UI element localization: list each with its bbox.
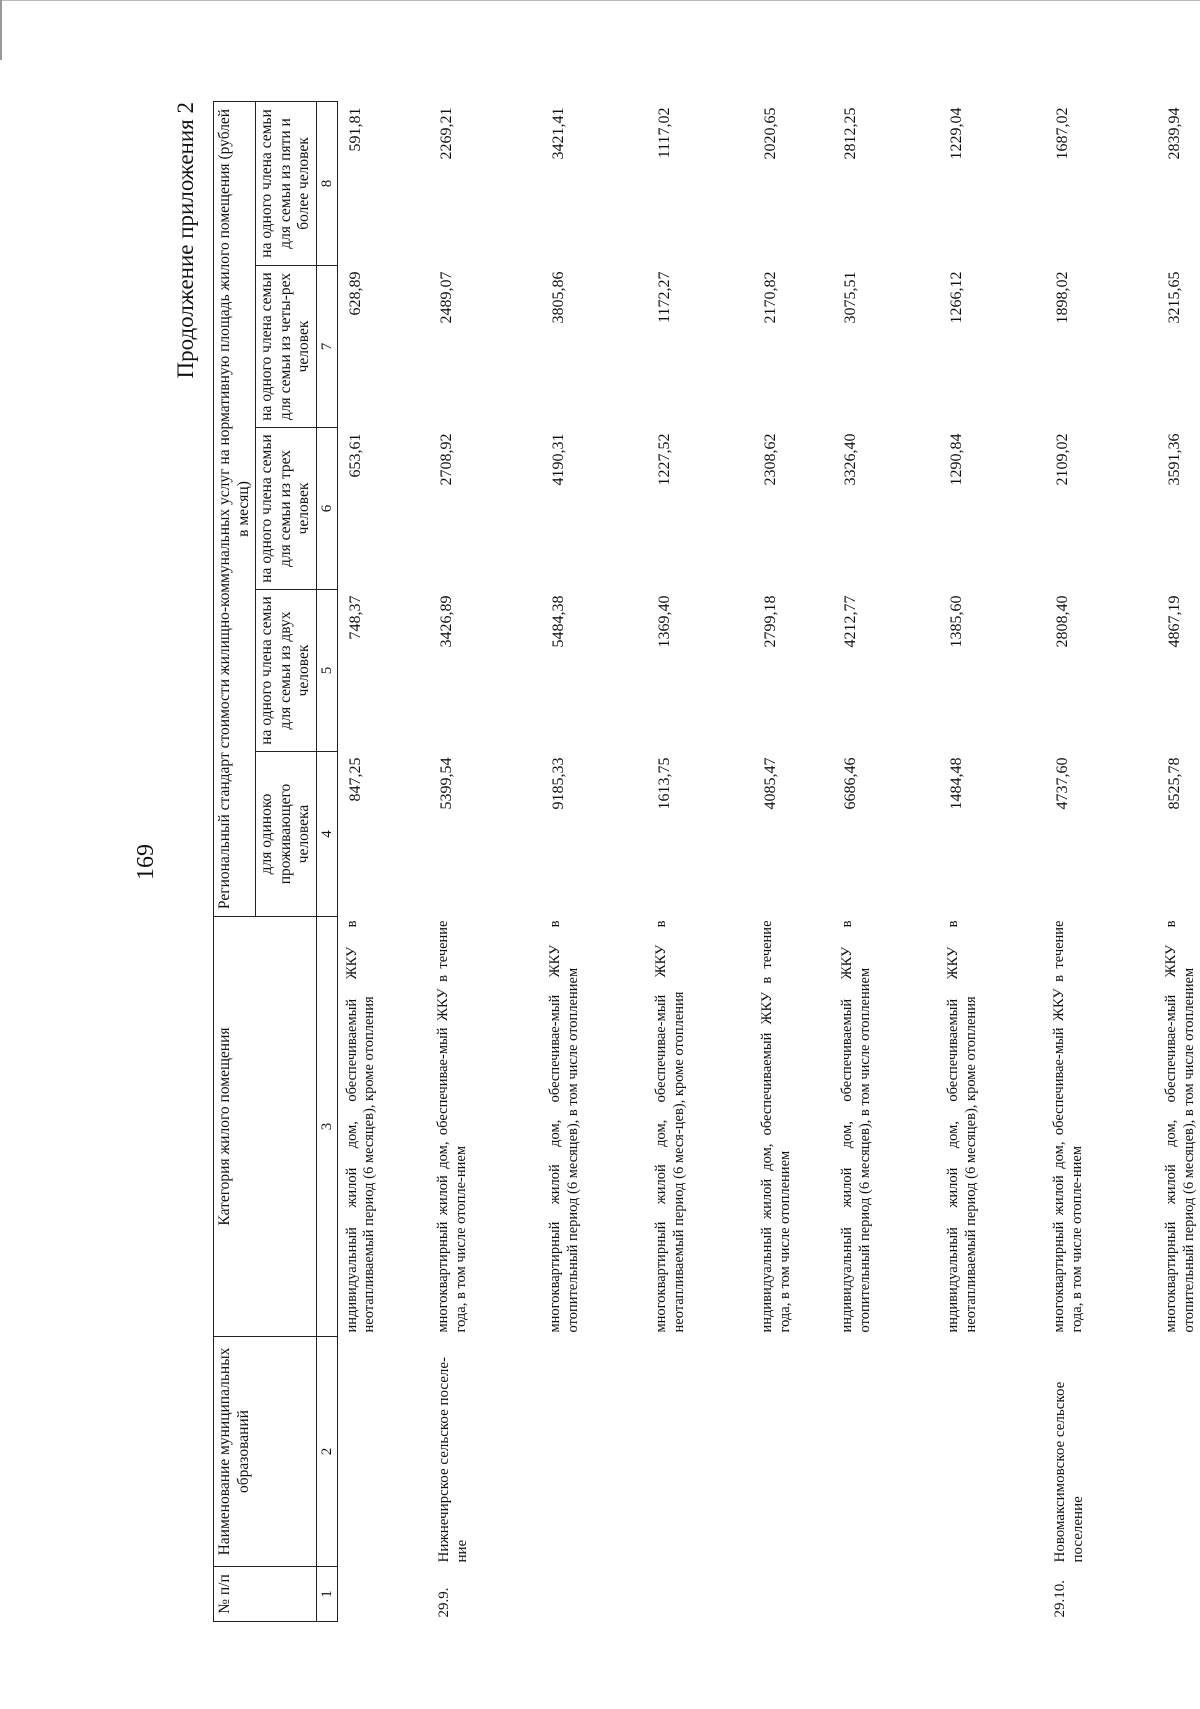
value-cell: 1117,02 [656, 107, 674, 159]
housing-category: индивидуальный жилой дом, обеспечиваемый ЖКУ в отопительный период (6 месяцев), в том числе отоплением [839, 920, 873, 1333]
table-row [429, 101, 541, 1621]
housing-category: многоквартирный жилой дом, обеспечивае-мый ЖКУ в неотапливаемый период (6 меся-цев), кроме отопления [653, 920, 687, 1333]
table-row [753, 101, 833, 1621]
value-cell: 653,61 [346, 433, 364, 478]
value-cell: 4190,31 [550, 433, 568, 486]
value-cell: 1227,52 [656, 433, 674, 486]
housing-category: многоквартирный жилой дом, обеспечивае-мый ЖКУ в отопительный период (6 месяцев), в том числе отоплением [547, 920, 581, 1333]
value-cell: 3215,65 [1166, 271, 1184, 324]
value-cell: 1369,40 [656, 595, 674, 648]
municipality-name [1157, 1337, 1200, 1567]
table-row [833, 101, 939, 1621]
row-number [753, 1567, 833, 1622]
value-cell: 2808,40 [1054, 595, 1072, 648]
scan-top-edge [0, 0, 1200, 7]
value-cell: 628,89 [346, 271, 364, 316]
value-cell: 1229,04 [948, 107, 966, 160]
value-cell: 2109,02 [1054, 433, 1072, 486]
header-row-1 [214, 101, 256, 1621]
row-number: 29.9. [436, 1587, 453, 1618]
value-cell: 2269,21 [438, 107, 456, 160]
value-cell: 5399,54 [438, 757, 456, 810]
continuation-title: Продолжение приложения 2 [173, 102, 198, 379]
column-number: 7 [316, 266, 337, 428]
row-number [939, 1567, 1045, 1622]
row-number [647, 1567, 753, 1622]
column-number: 8 [316, 101, 337, 265]
table-row [939, 101, 1045, 1621]
table-row [337, 101, 429, 1621]
table-row [1045, 101, 1157, 1621]
scan-left-edge [0, 0, 2, 60]
value-cell: 847,25 [346, 757, 364, 802]
value-cell: 2799,18 [762, 595, 780, 648]
housing-category: многоквартирный жилой дом, обеспечивае-мый ЖКУ в течение года, в том числе отопле-нием [435, 920, 469, 1333]
value-cell: 4737,60 [1054, 757, 1072, 810]
value-cell: 1172,27 [656, 271, 674, 323]
value-cell: 6686,46 [842, 757, 860, 810]
value-cell: 748,37 [346, 595, 364, 640]
value-cell: 4085,47 [762, 757, 780, 810]
table-row [541, 101, 647, 1621]
table-row [647, 101, 753, 1621]
value-cell: 3421,41 [550, 107, 568, 160]
header-no: № п/п [214, 1567, 317, 1622]
housing-cost-table [213, 101, 1200, 1622]
column-number: 6 [316, 428, 337, 590]
row-number [833, 1567, 939, 1622]
value-cell: 2839,94 [1166, 107, 1184, 160]
value-cell: 1266,12 [948, 271, 966, 324]
value-cell: 2708,92 [438, 433, 456, 486]
value-cell: 3075,51 [842, 271, 860, 324]
row-number [337, 1567, 429, 1622]
column-number-row [316, 101, 337, 1621]
value-cell: 3805,86 [550, 271, 568, 324]
housing-category: многоквартирный жилой дом, обеспечивае-мый ЖКУ в отопительный период (6 месяцев), в том числе отоплением [1163, 920, 1197, 1333]
value-cell: 4867,19 [1166, 595, 1184, 648]
municipality-name [337, 1337, 429, 1567]
value-cell: 1613,75 [656, 757, 674, 810]
municipality-name: Новомаксимовское сельское поселение [1052, 1381, 1087, 1563]
value-cell: 1290,84 [948, 433, 966, 486]
column-number: 4 [316, 752, 337, 917]
header-standard: Региональный стандарт стоимости жилищно-коммунальных услуг на нормативную площадь жилого помещения (рублей в месяц) [214, 101, 256, 916]
row-number [1157, 1567, 1200, 1622]
value-cell: 591,81 [346, 107, 364, 152]
housing-category: индивидуальный жилой дом, обеспечиваемый ЖКУ в неотапливаемый период (6 месяцев), кроме отопления [343, 920, 378, 1333]
value-cell: 2812,25 [842, 107, 860, 160]
value-cell: 2308,62 [762, 433, 780, 486]
column-number: 3 [316, 917, 337, 1337]
value-cell: 1385,60 [948, 595, 966, 648]
value-cell: 2170,82 [762, 271, 780, 324]
value-cell: 3326,40 [842, 433, 860, 486]
column-number: 1 [316, 1567, 337, 1622]
row-number: 29.10. [1052, 1580, 1069, 1618]
value-cell: 8525,78 [1166, 757, 1184, 810]
municipality-name [753, 1337, 833, 1567]
value-cell: 3426,89 [438, 595, 456, 648]
value-cell: 1687,02 [1054, 107, 1072, 160]
municipality-name [647, 1337, 753, 1567]
housing-category: многоквартирный жилой дом, обеспечивае-мый ЖКУ в течение года, в том числе отопле-нием [1051, 920, 1085, 1333]
header-sub-4: на одного члена семьи для семьи из четы-рех человек [256, 266, 317, 428]
value-cell: 2489,07 [438, 271, 456, 324]
row-number [541, 1567, 647, 1622]
value-cell: 1484,48 [948, 757, 966, 810]
municipality-name: Нижнечирское сельское поселе-ние [436, 1356, 471, 1563]
value-cell: 2020,65 [762, 107, 780, 160]
municipality-name [939, 1337, 1045, 1567]
rotated-page [133, 102, 1197, 1622]
header-sub-3: на одного члена семьи для семьи из трех человек [256, 428, 317, 590]
value-cell: 3591,36 [1166, 433, 1184, 486]
header-municipality: Наименование муниципальных образований [214, 1337, 317, 1567]
header-sub-2: на одного члена семьи для семьи из двух человек [256, 590, 317, 752]
value-cell: 9185,33 [550, 757, 568, 810]
header-sub-1: для одиноко проживающего человека [256, 752, 317, 917]
header-sub-5: на одного члена семьи для семьи из пяти и более человек [256, 101, 317, 265]
table-row [1157, 101, 1200, 1621]
municipality-name [541, 1337, 647, 1567]
column-number: 5 [316, 590, 337, 752]
value-cell: 1898,02 [1054, 271, 1072, 324]
value-cell: 4212,77 [842, 595, 860, 648]
page-number: 169 [133, 844, 159, 880]
table-body [337, 101, 1200, 1621]
value-cell: 5484,38 [550, 595, 568, 648]
municipality-name [833, 1337, 939, 1567]
housing-category: индивидуальный жилой дом, обеспечиваемый ЖКУ в неотапливаемый период (6 месяцев), кроме отопления [945, 920, 979, 1333]
column-number: 2 [316, 1337, 337, 1567]
housing-category: индивидуальный жилой дом, обеспечиваемый ЖКУ в течение года, в том числе отоплением [759, 920, 793, 1333]
header-category: Категория жилого помещения [214, 917, 317, 1337]
